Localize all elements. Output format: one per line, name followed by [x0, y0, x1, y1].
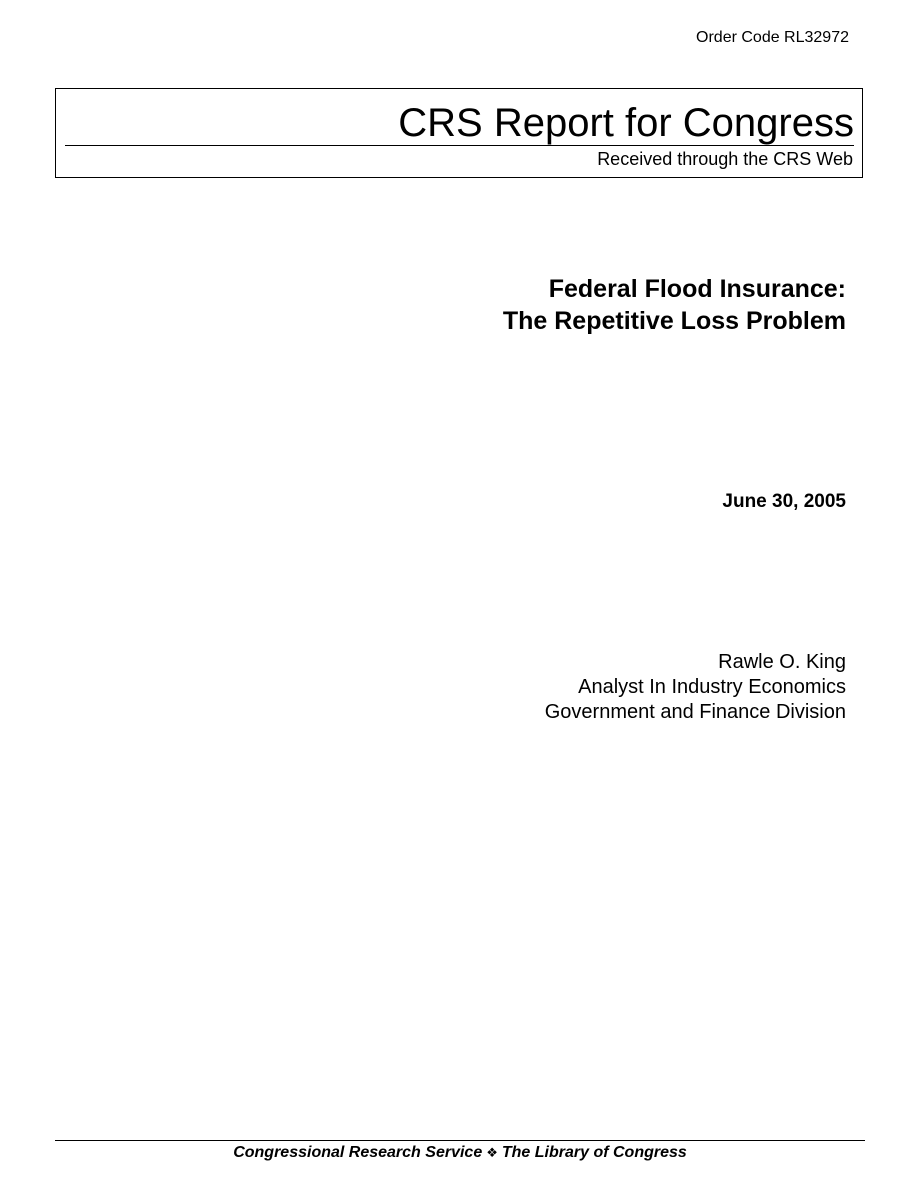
masthead-box: [55, 88, 863, 178]
author-block: [545, 650, 846, 725]
footer-library: The Library of Congress: [501, 1144, 687, 1161]
author-position: Analyst In Industry Economics: [578, 676, 846, 698]
report-title-line-2: The Repetitive Loss Problem: [502, 307, 846, 335]
author-division: Government and Finance Division: [544, 701, 846, 723]
footer-divider: [55, 1140, 865, 1141]
report-title: [503, 273, 846, 337]
report-title-line-1: Federal Flood Insurance:: [548, 275, 846, 303]
report-date: June 30, 2005: [722, 491, 846, 512]
diamond-separator-icon: ❖: [486, 1146, 498, 1161]
order-code: Order Code RL32972: [696, 29, 849, 46]
masthead-subtitle: Received through the CRS Web: [597, 149, 853, 169]
masthead-title: CRS Report for Congress: [398, 101, 854, 145]
masthead-divider: [65, 145, 854, 146]
author-name: Rawle O. King: [718, 651, 846, 673]
footer-publisher: Congressional Research Service: [233, 1144, 483, 1161]
footer: [0, 1143, 920, 1164]
